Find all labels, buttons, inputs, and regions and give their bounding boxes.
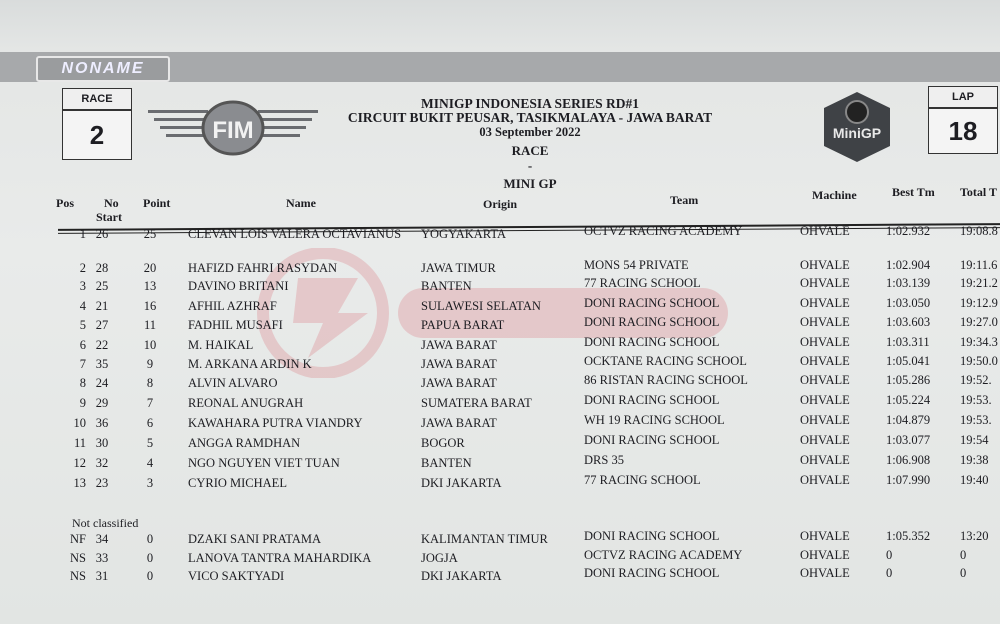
cell-pos: 7 [79, 357, 86, 371]
cell-origin: BANTEN [421, 456, 472, 470]
cell-pos: 12 [73, 456, 86, 470]
cell-total: 0 [960, 566, 967, 581]
cell-point: 11 [143, 318, 157, 332]
cell-machine: OHVALE [800, 224, 850, 239]
cell-pos: NS [70, 551, 86, 565]
cell-point: 9 [146, 357, 154, 371]
cell-best: 1:03.603 [886, 315, 931, 330]
svg-text:MiniGP: MiniGP [832, 125, 882, 141]
cell-machine: OHVALE [800, 566, 850, 581]
event-date: 03 September 2022 [479, 125, 581, 139]
col-best: Best Tm [892, 185, 935, 199]
cell-point: 16 [143, 299, 157, 313]
cell-point: 8 [146, 376, 154, 390]
cell-team: DONI RACING SCHOOL [584, 296, 720, 311]
cell-team: OCKTANE RACING SCHOOL [584, 354, 747, 369]
cell-total: 19:50.0 [960, 354, 998, 369]
table-row [0, 296, 1000, 317]
cell-best: 1:05.041 [886, 354, 931, 369]
cell-pos: 5 [79, 318, 86, 332]
cell-origin: JOGJA [421, 551, 458, 565]
race-label: RACE [62, 88, 132, 110]
cell-origin: BOGOR [421, 436, 465, 450]
cell-machine: OHVALE [800, 296, 850, 311]
cell-no: 33 [95, 551, 109, 565]
not-classified-label: Not classified [72, 516, 139, 530]
session-title: RACE [511, 143, 549, 158]
cell-pos: 10 [73, 416, 86, 430]
col-no: No [104, 196, 119, 210]
cell-origin: SUMATERA BARAT [421, 396, 532, 410]
cell-total: 19:12.9 [960, 296, 998, 311]
cell-origin: JAWA BARAT [421, 376, 497, 390]
cell-no: 35 [95, 357, 109, 371]
minigp-logo-icon [818, 88, 896, 166]
cell-total: 19:27.0 [960, 315, 998, 330]
cell-name: NGO NGUYEN VIET TUAN [188, 456, 340, 470]
cell-no: 34 [95, 532, 109, 546]
cell-no: 23 [95, 476, 109, 490]
cell-team: WH 19 RACING SCHOOL [584, 413, 725, 428]
cell-machine: OHVALE [800, 354, 850, 369]
cell-machine: OHVALE [800, 373, 850, 388]
cell-point: 5 [146, 436, 154, 450]
cell-origin: KALIMANTAN TIMUR [421, 532, 548, 546]
cell-pos: 6 [79, 338, 86, 352]
cell-total: 0 [960, 548, 967, 563]
cell-no: 27 [95, 318, 109, 332]
col-start: Start [96, 210, 122, 224]
cell-no: 36 [95, 416, 109, 430]
cell-no: 26 [95, 227, 109, 241]
cell-point: 0 [146, 551, 154, 565]
cell-best: 1:03.311 [886, 335, 930, 350]
cell-origin: BANTEN [421, 279, 472, 293]
table-row [0, 566, 1000, 587]
col-name: Name [286, 196, 316, 210]
cell-machine: OHVALE [800, 393, 850, 408]
col-point: Point [143, 196, 171, 210]
circuit-title: CIRCUIT BUKIT PEUSAR, TASIKMALAYA - JAWA BARAT [347, 110, 713, 125]
cell-no: 24 [95, 376, 109, 390]
cell-name: ANGGA RAMDHAN [188, 436, 301, 450]
cell-origin: JAWA BARAT [421, 338, 497, 352]
cell-total: 13:20 [960, 529, 989, 544]
cell-team: DONI RACING SCHOOL [584, 529, 720, 544]
col-team: Team [670, 193, 699, 207]
cell-machine: OHVALE [800, 258, 850, 273]
cell-pos: 9 [79, 396, 86, 410]
col-pos: Pos [56, 196, 74, 210]
lap-number: 18 [928, 108, 998, 154]
cell-best: 1:07.990 [886, 473, 931, 488]
cell-machine: OHVALE [800, 413, 850, 428]
cell-team: DONI RACING SCHOOL [584, 393, 720, 408]
col-machine: Machine [812, 188, 857, 202]
cell-point: 7 [146, 396, 154, 410]
cell-name: LANOVA TANTRA MAHARDIKA [188, 551, 372, 565]
table-row [0, 393, 1000, 414]
cell-point: 10 [143, 338, 157, 352]
cell-machine: OHVALE [800, 453, 850, 468]
cell-point: 0 [146, 532, 154, 546]
cell-best: 1:03.050 [886, 296, 931, 311]
cell-team: DONI RACING SCHOOL [584, 335, 720, 350]
cell-total: 19:40 [960, 473, 989, 488]
table-row [0, 453, 1000, 474]
cell-no: 22 [95, 338, 109, 352]
session-dash: - [527, 158, 533, 173]
cell-total: 19:53. [960, 413, 992, 428]
cell-machine: OHVALE [800, 548, 850, 563]
cell-name: KAWAHARA PUTRA VIANDRY [188, 416, 363, 430]
cell-best: 0 [886, 548, 893, 563]
cell-total: 19:52. [960, 373, 992, 388]
cell-total: 19:54 [960, 433, 989, 448]
cell-no: 21 [95, 299, 109, 313]
cell-point: 4 [146, 456, 154, 470]
cell-origin: JAWA TIMUR [421, 261, 496, 275]
cell-machine: OHVALE [800, 529, 850, 544]
cell-name: DZAKI SANI PRATAMA [188, 532, 322, 546]
cell-point: 3 [146, 476, 154, 490]
cell-total: 19:53. [960, 393, 992, 408]
cell-pos: 13 [73, 476, 86, 490]
cell-name: DAVINO BRITANI [188, 279, 289, 293]
table-row [0, 335, 1000, 356]
cell-origin: YOGYAKARTA [421, 227, 507, 241]
cell-origin: DKI JAKARTA [421, 569, 502, 583]
cell-point: 20 [143, 261, 157, 275]
cell-point: 6 [146, 416, 154, 430]
table-row [0, 433, 1000, 454]
cell-name: AFHIL AZHRAF [188, 299, 277, 313]
lap-label: LAP [928, 86, 998, 108]
col-origin: Origin [483, 197, 518, 211]
cell-total: 19:21.2 [960, 276, 998, 291]
cell-best: 1:06.908 [886, 453, 931, 468]
cell-pos: 11 [73, 436, 86, 450]
cell-best: 1:03.139 [886, 276, 931, 291]
cell-pos: NF [70, 532, 86, 546]
cell-team: OCTVZ RACING ACADEMY [584, 224, 743, 239]
noname-logo: NONAME [36, 56, 170, 82]
cell-name: REONAL ANUGRAH [188, 396, 304, 410]
cell-point: 0 [146, 569, 154, 583]
cell-name: M. ARKANA ARDIN K [188, 357, 312, 371]
cell-origin: SULAWESI SELATAN [421, 299, 541, 313]
cell-origin: JAWA BARAT [421, 416, 497, 430]
cell-no: 28 [95, 261, 109, 275]
cell-team: DONI RACING SCHOOL [584, 315, 720, 330]
cell-total: 19:34.3 [960, 335, 998, 350]
cell-best: 1:02.932 [886, 224, 931, 239]
table-row [0, 373, 1000, 394]
cell-machine: OHVALE [800, 315, 850, 330]
cell-machine: OHVALE [800, 276, 850, 291]
cell-no: 25 [95, 279, 109, 293]
cell-pos: 8 [79, 376, 86, 390]
table-row [0, 413, 1000, 434]
cell-pos: 3 [79, 279, 86, 293]
cell-name: CYRIO MICHAEL [188, 476, 287, 490]
cell-best: 1:05.352 [886, 529, 931, 544]
table-row [0, 548, 1000, 569]
cell-name: CLEVAN LOIS VALERA OCTAVIANUS [188, 227, 402, 241]
cell-team: 77 RACING SCHOOL [584, 276, 701, 291]
cell-no: 30 [95, 436, 109, 450]
cell-team: 86 RISTAN RACING SCHOOL [584, 373, 748, 388]
cell-machine: OHVALE [800, 335, 850, 350]
cell-pos: 1 [79, 227, 86, 241]
cell-total: 19:08.8 [960, 224, 998, 239]
cell-pos: NS [70, 569, 86, 583]
cell-origin: DKI JAKARTA [421, 476, 502, 490]
cell-total: 19:38 [960, 453, 989, 468]
cell-total: 19:11.6 [960, 258, 998, 273]
cell-best: 0 [886, 566, 893, 581]
fim-logo-icon [148, 96, 318, 166]
cell-point: 25 [143, 227, 157, 241]
cell-pos: 2 [79, 261, 86, 275]
cell-team: OCTVZ RACING ACADEMY [584, 548, 743, 563]
table-row [0, 224, 1000, 245]
cell-name: HAFIZD FAHRI RASYDAN [188, 261, 338, 275]
cell-name: VICO SAKTYADI [188, 569, 285, 583]
cell-name: FADHIL MUSAFI [188, 318, 283, 332]
svg-text:FIM: FIM [212, 117, 254, 144]
table-row [0, 258, 1000, 279]
cell-origin: JAWA BARAT [421, 357, 497, 371]
cell-name: ALVIN ALVARO [188, 376, 278, 390]
cell-team: DRS 35 [584, 453, 624, 468]
cell-machine: OHVALE [800, 433, 850, 448]
table-row [0, 315, 1000, 336]
cell-name: M. HAIKAL [188, 338, 254, 352]
cell-pos: 4 [79, 299, 86, 313]
cell-point: 13 [143, 279, 157, 293]
table-row [0, 529, 1000, 550]
table-row [0, 473, 1000, 494]
event-title: MINIGP INDONESIA SERIES RD#1 [421, 96, 639, 111]
race-number: 2 [62, 110, 132, 160]
cell-team: DONI RACING SCHOOL [584, 566, 720, 581]
class-title: MINI GP [503, 176, 557, 191]
cell-best: 1:03.077 [886, 433, 931, 448]
cell-no: 32 [95, 456, 109, 470]
cell-team: DONI RACING SCHOOL [584, 433, 720, 448]
cell-origin: PAPUA BARAT [421, 318, 505, 332]
cell-best: 1:05.286 [886, 373, 931, 388]
cell-no: 31 [95, 569, 109, 583]
table-row [0, 354, 1000, 375]
col-total: Total T [960, 185, 998, 199]
cell-team: 77 RACING SCHOOL [584, 473, 701, 488]
cell-machine: OHVALE [800, 473, 850, 488]
cell-no: 29 [95, 396, 109, 410]
table-row [0, 276, 1000, 297]
cell-best: 1:04.879 [886, 413, 931, 428]
cell-best: 1:02.904 [886, 258, 931, 273]
cell-best: 1:05.224 [886, 393, 931, 408]
cell-team: MONS 54 PRIVATE [584, 258, 689, 273]
